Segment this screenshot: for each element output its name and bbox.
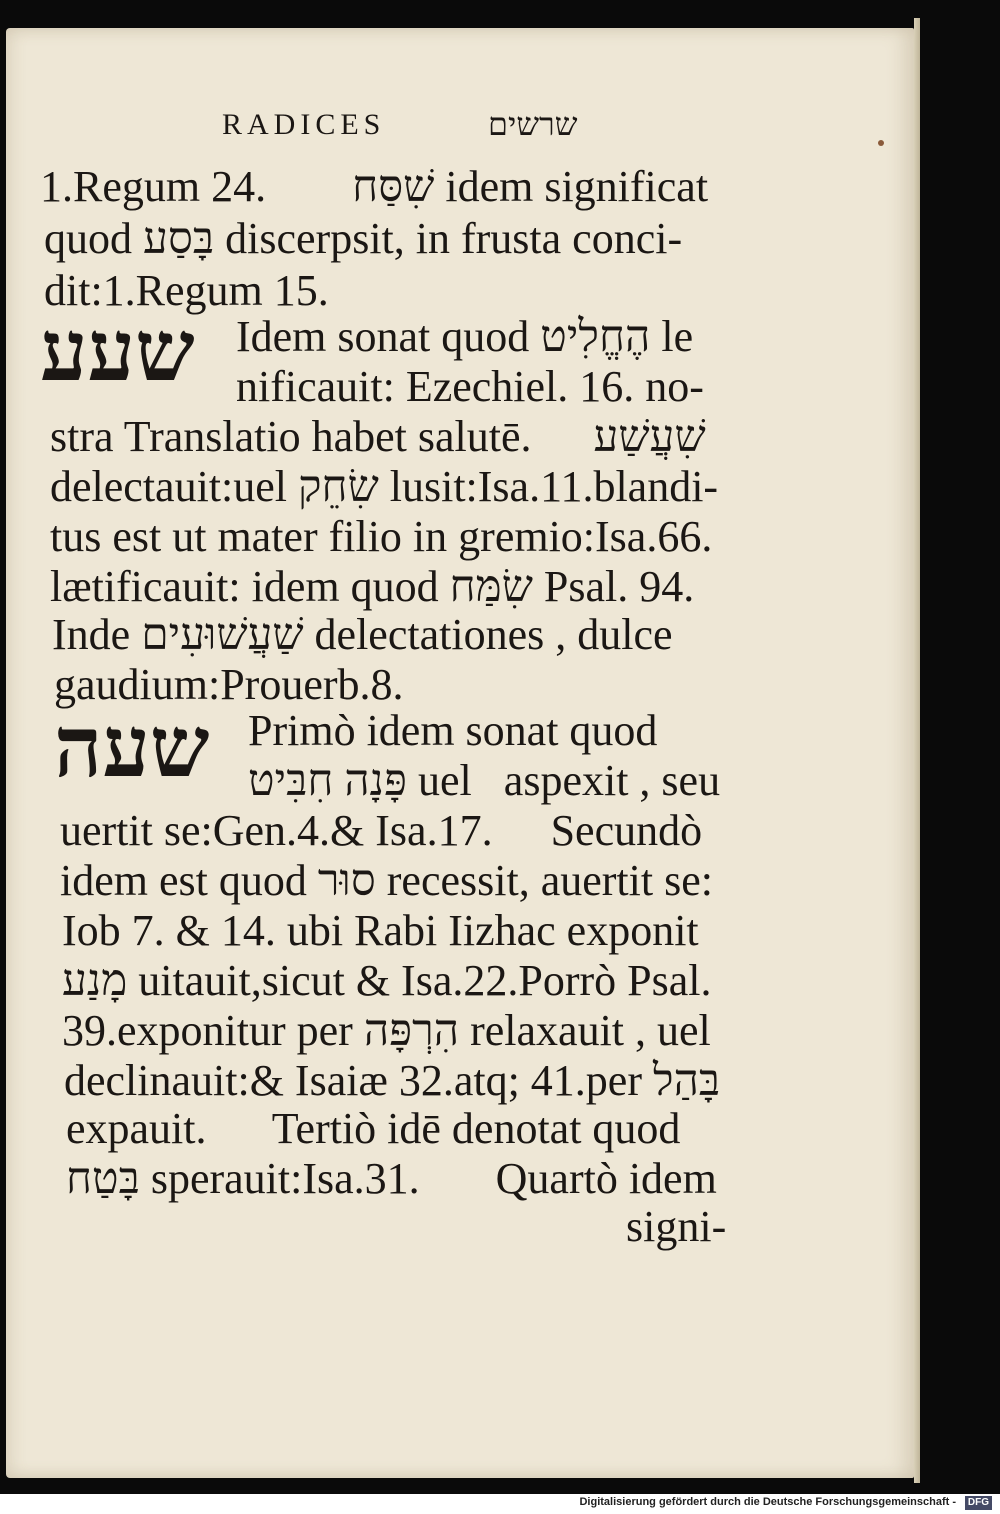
catchword: signi- — [626, 1202, 727, 1251]
hebrew-word: בָּהַל — [652, 1056, 721, 1105]
text-line-20: expauit. Tertiò idē denotat quod — [66, 1104, 681, 1153]
text-line-14: uertit se:Gen.4.& Isa.17. Secundò — [60, 806, 703, 855]
hebrew-word: שִׂמַּח — [449, 562, 533, 611]
text-line-16: Iob 7. & 14. ubi Rabi Iizhac exponit — [62, 906, 699, 955]
hebrew-word: בָּסַע — [143, 214, 215, 263]
text-line-9: lætificauit: idem quod שִׂמַּח Psal. 94. — [50, 562, 695, 611]
text-line-13: פָּנָה חִבִּיט uel aspexit , seu — [248, 756, 721, 805]
text-line-21: בָּטַח sperauit:Isa.31. Quartò idem — [66, 1154, 717, 1203]
hebrew-word: שִׁעֲשַׁע — [593, 412, 706, 461]
running-header-latin: RADICES — [222, 108, 386, 141]
text-line-8: tus est ut mater filio in gremio:Isa.66. — [50, 512, 713, 561]
running-header-hebrew: שרשים — [488, 106, 578, 142]
hebrew-word: בָּטַח — [66, 1154, 140, 1203]
text-line-15: idem est quod סוּר recessit, auertit se: — [60, 856, 713, 905]
hebrew-word: סוּר — [317, 856, 376, 905]
footer-bar — [0, 1494, 1000, 1514]
hebrew-word: מָנַע — [62, 956, 128, 1005]
hebrew-word: הִרְפָּה — [363, 1006, 460, 1055]
text-line-17: מָנַע uitauit,sicut & Isa.22.Porrò Psal. — [62, 956, 712, 1005]
hebrew-word: פָּנָה חִבִּיט — [248, 756, 408, 805]
hebrew-word: הֶחֱלִיט — [540, 312, 651, 361]
text-line-3: dit:1.Regum 15. — [44, 266, 329, 315]
hebrew-word: שַׁעֲשׁוּעִים — [141, 610, 304, 659]
text-line-6: stra Translatio habet salutē. שִׁעֲשַׁע — [50, 412, 706, 461]
text-line-1: 1.Regum 24. שִׁסַּח idem significat — [40, 162, 709, 211]
dfg-logo: DFG — [965, 1496, 992, 1510]
text-line-18: 39.exponitur per הִרְפָּה relaxauit , uel — [62, 1006, 711, 1055]
text-line-10: Inde שַׁעֲשׁוּעִים delectationes , dulce — [52, 610, 673, 659]
headword-root-1: שעע — [40, 301, 195, 400]
text-line-4: Idem sonat quod הֶחֱלִיט le — [236, 312, 694, 361]
text-line-19: declinauit:& Isaiæ 32.atq; 41.per בָּהַל — [64, 1056, 721, 1105]
text-line-5: nificauit: Ezechiel. 16. no- — [236, 362, 704, 411]
text-line-7: delectauit:uel שִׂחֵק lusit:Isa.11.blandi- — [50, 462, 719, 511]
funding-credit: Digitalisierung gefördert durch die Deutsche Forschungsgemeinschaft - — [579, 1496, 956, 1508]
text-line-11: gaudium:Prouerb.8. — [54, 660, 404, 709]
hebrew-word: שִׂחֵק — [298, 462, 379, 511]
headword-root-2: שעה — [54, 697, 210, 796]
hebrew-word: שִׁסַּח — [352, 162, 435, 211]
text-line-2: quod בָּסַע discerpsit, in frusta conci- — [44, 214, 683, 263]
text-line-12: Primò idem sonat quod — [248, 706, 658, 755]
